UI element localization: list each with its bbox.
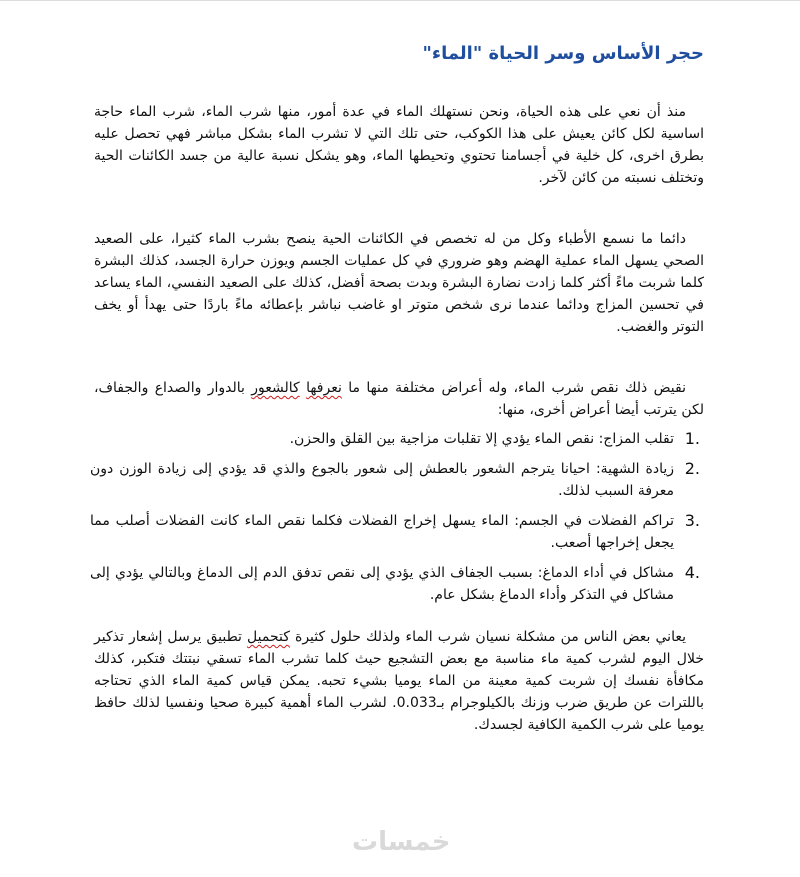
- misspelled-word: كالشعور: [251, 380, 300, 396]
- misspelled-word: كتحميل: [247, 629, 290, 645]
- paragraph-solutions-start: يعاني بعض الناس من مشكلة نسيان شرب الماء ولذلك حلول كثيرة: [289, 629, 686, 645]
- document-title: حجر الأساس وسر الحياة "الماء": [422, 43, 704, 64]
- list-item: [90, 458, 704, 502]
- list-item-number: 4.: [684, 563, 700, 582]
- list-item-text: مشاكل في أداء الدماغ: بسبب الجفاف الذي يؤدي إلى نقص تدفق الدم إلى الدماغ وبالتالي يؤدي إلى مشاكل في التذكر وأداء الدماغ بشكل عام.: [90, 565, 674, 603]
- paragraph-intro: منذ أن نعي على هذه الحياة، ونحن نستهلك الماء في عدة أمور، منها شرب الماء، شرب الماء حاجة اساسية لكل كائن يعيش على هذا الكوكب، حتى تلك التي لا تشرب الماء بشكل مباشر فهي تحصل عليه بطرق اخرى، كل خلية في أجسامنا تحتوي وتحيطها الماء، وهو يشكل نسبة عالية من جسد الكائنات الحية وتختلف نسبته من كائن لآخر.: [94, 104, 704, 186]
- watermark-logo: خمسات: [352, 827, 451, 857]
- list-item-text: تقلب المزاج: نقص الماء يؤدي إلا تقلبات مزاجية بين القلق والحزن.: [289, 431, 674, 447]
- misspelled-word: نعرفها: [306, 380, 342, 396]
- list-item-number: 2.: [684, 459, 700, 478]
- paragraph-dehydration: [94, 377, 704, 421]
- paragraph-benefits: دائما ما نسمع الأطباء وكل من له تخصص في الكائنات الحية ينصح بشرب الماء كثيرا، على الصعيد الصحي يسهل الماء عملية الهضم وهو ضروري في كل عمليات الجسم ويوزن حرارة الجسد، كذلك البشرة كلما شربت ماءً أكثر كلما زادت نضارة البشرة وبدت بصحة أفضل، كذلك على الصعيد النفسي، الماء يساعد في تحسين المزاج ودائما عندما نرى شخص متوتر او غاضب نباشر بإعطائه ماءً باردًا حتى يهدأ أو يخف التوتر والغضب.: [94, 231, 704, 335]
- list-item-text: تراكم الفضلات في الجسم: الماء يسهل إخراج الفضلات فكلما نقص الماء كانت الفضلات أصلب مما يجعل إخراجها أصعب.: [90, 513, 674, 551]
- list-item-number: 1.: [684, 429, 700, 448]
- list-item: [90, 562, 704, 606]
- list-item-text: زيادة الشهية: احيانا يترجم الشعور بالعطش إلى شعور بالجوع والذي قد يؤدي إلى زيادة الوزن دون معرفة السبب لذلك.: [90, 461, 674, 499]
- symptoms-list: [90, 428, 704, 614]
- paragraph-solutions-end: تطبيق يرسل إشعار تذكير خلال اليوم لشرب كمية ماء مناسبة مع بعض التشجيع حيث كلما تشرب الماء تسقي نبتتك فتكبر، كذلك مكافأة نفسك إن شربت كمية معينة من الماء يوميا بشيء تحبه. يمكن قياس كمية الماء الذي تحتاجه باللترات عن طريق ضرب وزنك بالكيلوجرام بـ0.033. لشرب الماء أهمية كبيرة صحيا ونفسيا لذلك حافظ يوميا على شرب الكمية الكافية لجسدك.: [94, 629, 704, 733]
- paragraph-solutions: [94, 626, 704, 736]
- list-item: [90, 510, 704, 554]
- paragraph-dehydration-end: بالدوار والصداع والجفاف، لكن يترتب أيضا أعراض أخرى، منها:: [94, 380, 704, 418]
- list-item: [90, 428, 704, 450]
- paragraph-dehydration-start: نقيض ذلك نقص شرب الماء، وله أعراض مختلفة منها ما: [341, 380, 686, 396]
- list-item-number: 3.: [684, 511, 700, 530]
